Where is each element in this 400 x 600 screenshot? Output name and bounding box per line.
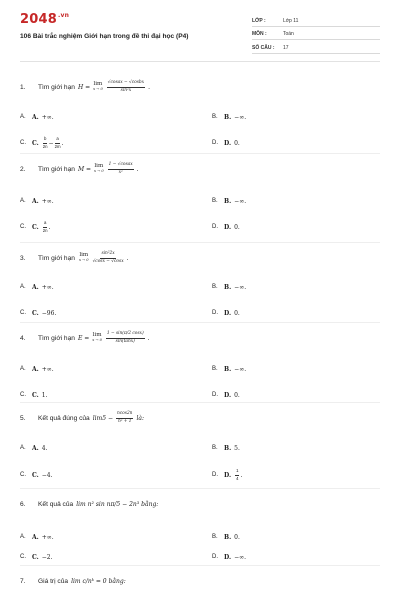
- option-text: +∞.: [41, 365, 54, 373]
- answer-option-d[interactable]: [212, 222, 240, 232]
- option-letter: B.: [212, 114, 218, 120]
- math-fraction: [116, 412, 133, 424]
- option-text: −∞.: [234, 197, 247, 205]
- option-text: 0.: [234, 309, 240, 317]
- meta-count: SỐ CÂU : 17: [252, 45, 380, 54]
- math-fraction: [93, 252, 124, 264]
- question-stem: [20, 412, 380, 424]
- option-text: 0.: [234, 533, 240, 541]
- limit-word: lim: [94, 163, 104, 170]
- question-text: [38, 332, 150, 344]
- fraction-numerator: 1: [235, 469, 239, 475]
- math-expression: [76, 501, 158, 508]
- option-letter: D.: [212, 140, 218, 146]
- question-prompt: Tìm giới hạn: [38, 165, 75, 173]
- fraction-numerator: a: [43, 221, 47, 227]
- math-tail: .: [136, 165, 139, 173]
- option-end: .: [240, 471, 243, 479]
- answer-option-d[interactable]: [212, 390, 240, 400]
- option-text: 0.: [234, 223, 240, 231]
- math-expression: [78, 163, 139, 175]
- fraction-denominator: sin²x: [120, 87, 132, 93]
- option-letter: A.: [20, 366, 26, 372]
- option-letter: B.: [212, 198, 218, 204]
- option-letter: B.: [212, 366, 218, 372]
- option-letter: C.: [20, 224, 26, 230]
- meta-class: LỚP : Lớp 11: [252, 18, 380, 27]
- math-lhs: lim5 −: [92, 414, 113, 422]
- option-letter: A.: [20, 198, 26, 204]
- option-text: 5.: [234, 444, 240, 452]
- math-lhs: lim n² sin nπ/5 − 2n³: [76, 500, 140, 508]
- answer-option-d[interactable]: [212, 552, 246, 562]
- answer-option-a[interactable]: [20, 443, 47, 453]
- question-text: [38, 578, 126, 585]
- option-letter-bold: C.: [32, 471, 39, 479]
- answer-option-c[interactable]: [20, 308, 56, 318]
- question-prompt: Tìm giới hạn: [38, 334, 75, 342]
- fraction-numerator: ncos2n: [116, 412, 133, 418]
- question-4: [20, 332, 380, 344]
- question-number: 7.: [20, 577, 26, 585]
- option-letter-bold: D.: [224, 391, 232, 399]
- option-letter-bold: D.: [224, 139, 232, 147]
- answer-option-b[interactable]: [212, 282, 246, 292]
- limit-approach: x → 0: [94, 169, 104, 173]
- answer-option-d[interactable]: [212, 138, 240, 148]
- option-letter-bold: D.: [224, 223, 232, 231]
- meta-subject: MÔN : Toán: [252, 31, 380, 40]
- answer-option-c[interactable]: [20, 222, 50, 232]
- option-fraction: [235, 469, 239, 481]
- option-text: +∞.: [41, 197, 54, 205]
- math-lhs: H =: [77, 83, 91, 91]
- limit-operator: [94, 164, 104, 173]
- fraction-numerator: 1 − sin(π/2 cosx): [106, 332, 145, 338]
- limit-approach: x → 0: [93, 87, 103, 91]
- answer-option-a[interactable]: [20, 532, 54, 542]
- fraction-denominator: 2n: [42, 227, 48, 233]
- option-fraction: [55, 137, 61, 149]
- answer-option-b[interactable]: [212, 532, 240, 542]
- answer-option-b[interactable]: [212, 196, 246, 206]
- answer-option-a[interactable]: [20, 196, 54, 206]
- question-divider: [20, 488, 380, 489]
- option-text: −∞.: [234, 113, 247, 121]
- limit-operator: [79, 253, 89, 262]
- question-number: 1.: [20, 83, 26, 91]
- page-title: 106 Bài trắc nghiệm Giới hạn trong đề thi đại học (P4): [20, 33, 189, 40]
- option-letter: C.: [20, 310, 26, 316]
- question-prompt: Giá trị của: [38, 577, 69, 585]
- fraction-numerator: 1 − √cosax: [108, 163, 134, 169]
- math-lhs: lim c/nᵏ = 0: [71, 577, 107, 585]
- math-lhs: M =: [77, 165, 92, 173]
- option-letter: C.: [20, 554, 26, 560]
- option-letter: B.: [212, 534, 218, 540]
- option-letter-bold: C.: [32, 139, 39, 147]
- fraction-numerator: sin²2x: [100, 252, 115, 258]
- option-letter: A.: [20, 445, 26, 451]
- option-text: −∞.: [234, 365, 247, 373]
- option-text: 0.: [234, 391, 240, 399]
- option-letter: D.: [212, 310, 218, 316]
- option-text: +∞.: [41, 533, 54, 541]
- option-letter: D.: [212, 392, 218, 398]
- limit-operator: [92, 333, 102, 342]
- answer-option-c[interactable]: [20, 138, 63, 148]
- question-number: 2.: [20, 165, 26, 173]
- question-text: [38, 163, 139, 175]
- option-letter: D.: [212, 224, 218, 230]
- math-expression: [71, 578, 126, 585]
- question-2: [20, 163, 380, 175]
- question-1: [20, 81, 380, 93]
- option-text: 4.: [41, 444, 48, 452]
- fraction-denominator: sin(tanx): [115, 338, 135, 344]
- option-text: −∞.: [234, 553, 247, 561]
- option-letter-bold: D.: [224, 471, 232, 479]
- option-letter-bold: A.: [32, 444, 39, 452]
- fraction-numerator: √cosax − √cosbx: [107, 81, 145, 87]
- question-prompt: Kết quả đúng của: [38, 414, 90, 422]
- question-text: [38, 412, 144, 424]
- math-fraction: [107, 81, 145, 93]
- fraction-denominator: n² + 1: [117, 418, 132, 424]
- question-stem: [20, 332, 380, 344]
- answer-option-b[interactable]: [212, 112, 246, 122]
- limit-operator: [93, 82, 103, 91]
- question-divider: [20, 402, 380, 403]
- question-stem: [20, 81, 380, 93]
- limit-approach: x → 0: [78, 258, 89, 262]
- option-letter-bold: C.: [32, 309, 39, 317]
- option-letter-bold: C.: [32, 391, 39, 399]
- option-text: 1.: [41, 391, 48, 399]
- fraction-denominator: 2m: [54, 143, 61, 149]
- option-letter-bold: B.: [224, 365, 232, 373]
- answer-option-c[interactable]: [20, 552, 53, 562]
- fraction-denominator: 4: [236, 475, 239, 481]
- answer-option-c[interactable]: [20, 390, 48, 400]
- option-text: +∞.: [41, 113, 54, 121]
- answer-option-a[interactable]: [20, 282, 54, 292]
- limit-approach: x → 0: [92, 338, 102, 342]
- option-text: −4.: [41, 471, 53, 479]
- option-letter-bold: C.: [32, 223, 39, 231]
- option-letter-bold: B.: [224, 444, 232, 452]
- math-tail: bằng:: [108, 577, 126, 585]
- fraction-numerator: b: [43, 137, 47, 143]
- math-expression: [93, 412, 144, 424]
- question-7: [20, 575, 380, 587]
- question-stem: [20, 498, 380, 510]
- option-end: .: [61, 139, 64, 147]
- answer-option-d[interactable]: [212, 470, 242, 480]
- option-letter: B.: [212, 284, 218, 290]
- math-expression: [78, 332, 150, 344]
- math-tail: .: [126, 254, 129, 262]
- question-number: 3.: [20, 254, 26, 262]
- question-divider: [20, 322, 380, 323]
- question-5: [20, 412, 380, 424]
- fraction-denominator: √cosx − √cosx: [92, 258, 124, 264]
- limit-word: lim: [92, 332, 102, 339]
- answer-option-d[interactable]: [212, 308, 240, 318]
- question-text: [38, 81, 150, 93]
- question-number: 6.: [20, 500, 26, 508]
- option-letter: A.: [20, 534, 26, 540]
- option-letter-bold: B.: [224, 283, 232, 291]
- header-divider: [20, 61, 380, 62]
- question-divider: [20, 565, 380, 566]
- option-minus: −: [48, 139, 54, 147]
- limit-word: lim: [93, 81, 103, 88]
- option-text: +∞.: [41, 283, 54, 291]
- question-prompt: Kết quả của: [38, 500, 74, 508]
- option-text: −2.: [41, 553, 53, 561]
- math-tail: .: [148, 83, 151, 91]
- fraction-numerator: a: [55, 137, 59, 143]
- option-letter: B.: [212, 445, 218, 451]
- question-text: [38, 501, 158, 508]
- math-fraction: [106, 332, 145, 344]
- option-letter: D.: [212, 472, 218, 478]
- math-expression: [78, 252, 129, 264]
- option-letter: A.: [20, 114, 26, 120]
- question-stem: [20, 252, 380, 264]
- option-letter-bold: A.: [32, 113, 39, 121]
- fraction-denominator: x²: [118, 169, 123, 175]
- question-prompt: Tìm giới hạn: [38, 83, 75, 91]
- question-number: 4.: [20, 334, 26, 342]
- option-letter-bold: B.: [224, 113, 232, 121]
- math-expression: [78, 81, 150, 93]
- math-tail: .: [147, 334, 150, 342]
- answer-option-a[interactable]: [20, 112, 54, 122]
- question-3: [20, 252, 380, 264]
- limit-word: lim: [79, 252, 89, 259]
- question-prompt: Tìm giới hạn: [38, 254, 75, 262]
- option-letter-bold: D.: [224, 553, 232, 561]
- option-letter-bold: A.: [32, 365, 39, 373]
- math-lhs: E =: [77, 334, 90, 342]
- option-letter-bold: D.: [224, 309, 232, 317]
- option-letter-bold: A.: [32, 283, 39, 291]
- option-text: 0.: [234, 139, 240, 147]
- question-6: [20, 498, 380, 510]
- answer-option-b[interactable]: [212, 443, 240, 453]
- question-stem: [20, 575, 380, 587]
- question-number: 5.: [20, 414, 26, 422]
- option-fraction: [43, 221, 48, 233]
- option-letter-bold: B.: [224, 197, 232, 205]
- option-letter-bold: B.: [224, 533, 232, 541]
- option-letter-bold: A.: [32, 197, 39, 205]
- math-tail: là:: [136, 414, 144, 422]
- option-letter-bold: A.: [32, 533, 39, 541]
- fraction-denominator: 2n: [42, 143, 48, 149]
- site-logo[interactable]: $2048^{.vn}$: [20, 12, 70, 27]
- math-tail: bằng:: [141, 500, 159, 508]
- question-text: [38, 252, 129, 264]
- question-divider: [20, 153, 380, 154]
- option-letter: A.: [20, 284, 26, 290]
- question-stem: [20, 163, 380, 175]
- answer-option-a[interactable]: [20, 364, 54, 374]
- option-end: .: [48, 223, 51, 231]
- option-letter-bold: C.: [32, 553, 39, 561]
- math-fraction: [108, 163, 134, 175]
- option-text: −∞.: [234, 283, 247, 291]
- answer-option-b[interactable]: [212, 364, 246, 374]
- option-letter: C.: [20, 472, 26, 478]
- option-text: −96.: [41, 309, 57, 317]
- option-letter: C.: [20, 392, 26, 398]
- option-fraction: [43, 137, 48, 149]
- option-letter: D.: [212, 554, 218, 560]
- answer-option-c[interactable]: [20, 470, 53, 480]
- option-letter: C.: [20, 140, 26, 146]
- question-divider: [20, 242, 380, 243]
